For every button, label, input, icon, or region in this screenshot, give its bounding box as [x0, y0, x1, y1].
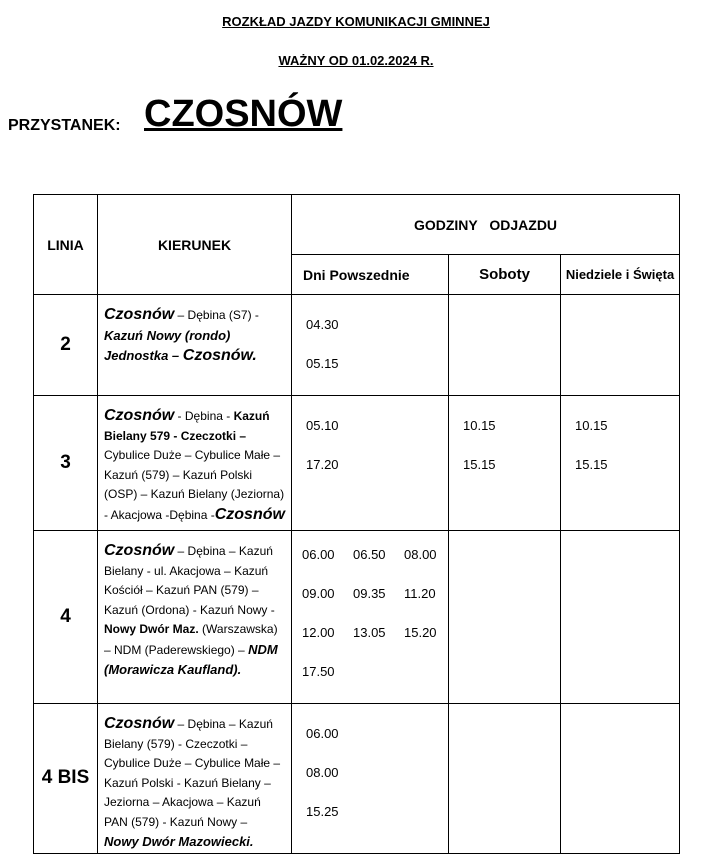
- direction-segment: Nowy Dwór Maz.: [104, 622, 199, 636]
- direction-segment: Kazuń Bielany 579 - Czeczotki –: [104, 409, 270, 443]
- departure-time: 12.00: [302, 625, 335, 640]
- direction-segment: Czosnów: [104, 715, 175, 732]
- saturday-times: [449, 531, 561, 704]
- saturday-times: [449, 295, 561, 396]
- direction-segment: Czosnów.: [182, 347, 257, 364]
- departure-time: 06.50: [353, 547, 386, 562]
- header-weekdays: Dni Powszednie: [292, 255, 449, 295]
- header-line: LINIA: [34, 195, 98, 295]
- weekday-times: [292, 531, 449, 704]
- departure-time: 05.10: [306, 418, 339, 433]
- saturday-times: [449, 704, 561, 854]
- direction-segment: Cybulice Duże – Cybulice Małe – Kazuń (579) – Kazuń Polski (OSP) – Kazuń Bielany (Jeziorna) - Akacjowa -Dębina -: [104, 448, 285, 522]
- departure-time: 17.50: [302, 664, 335, 679]
- direction-segment: Czosnów: [104, 542, 175, 559]
- saturday-times: [449, 396, 561, 531]
- direction-cell: [98, 396, 292, 531]
- timetable: [33, 194, 680, 854]
- stop-name: CZOSNÓW: [144, 93, 343, 135]
- direction-segment: Czosnów: [104, 407, 175, 424]
- sunday-times: [561, 396, 680, 531]
- direction-segment: – Dębina (S7) -: [174, 308, 259, 322]
- departure-time: 15.20: [404, 625, 437, 640]
- weekday-times: [292, 295, 449, 396]
- direction-segment: (Warszawska) – NDM (Paderewskiego) –: [104, 622, 278, 657]
- weekday-times: [292, 396, 449, 531]
- valid-from-date: WAŻNY OD 01.02.2024 R.: [278, 53, 434, 68]
- departure-time: 10.15: [463, 418, 496, 433]
- line-number: 2: [34, 295, 98, 396]
- sunday-times: [561, 295, 680, 396]
- line-number: 4: [34, 531, 98, 704]
- departure-time: 17.20: [306, 457, 339, 472]
- direction-segment: Czosnów: [104, 306, 175, 323]
- departure-time: 08.00: [404, 547, 437, 562]
- departure-time: 11.20: [404, 586, 436, 601]
- departure-time: 15.15: [463, 457, 496, 472]
- departure-time: 05.15: [306, 356, 339, 371]
- header-saturdays: Soboty: [449, 255, 561, 295]
- direction-segment: – Dębina – Kazuń Bielany - ul. Akacjowa – Kazuń Kościół – Kazuń PAN (579) – Kazuń (Ordona) - Kazuń Nowy -: [104, 544, 275, 617]
- departure-time: 13.05: [353, 625, 386, 640]
- stop-label: PRZYSTANEK:: [8, 117, 121, 134]
- sunday-times: [561, 531, 680, 704]
- header-direction: KIERUNEK: [98, 195, 292, 295]
- table-row: [34, 531, 680, 704]
- departure-time: 15.25: [306, 804, 339, 819]
- departure-time: 04.30: [306, 317, 339, 332]
- departure-time: 10.15: [575, 418, 608, 433]
- direction-segment: - Dębina -: [174, 409, 234, 423]
- departure-time: 08.00: [306, 765, 339, 780]
- direction-segment: – Dębina – Kazuń Bielany (579) - Czeczotki – Cybulice Duże – Cybulice Małe – Kazuń Polski - Kazuń Bielany – Jeziorna – Akacjowa – Kazuń PAN (579) - Kazuń Nowy –: [104, 717, 281, 829]
- direction-cell: [98, 295, 292, 396]
- table-row: [34, 396, 680, 531]
- direction-cell: [98, 531, 292, 704]
- departure-time: 09.00: [302, 586, 335, 601]
- direction-segment: Kazuń Nowy (rondo) Jednostka –: [104, 327, 231, 363]
- sunday-times: [561, 704, 680, 854]
- header-departures: GODZINY ODJAZDU: [292, 195, 680, 255]
- departure-time: 09.35: [353, 586, 386, 601]
- header-sundays: Niedziele i Święta: [561, 255, 680, 295]
- line-number: 4 BIS: [34, 704, 98, 854]
- line-number: 3: [34, 396, 98, 531]
- direction-segment: Nowy Dwór Mazowiecki.: [104, 834, 254, 849]
- direction-segment: Czosnów: [214, 505, 285, 523]
- departure-time: 06.00: [302, 547, 335, 562]
- weekday-times: [292, 704, 449, 854]
- departure-time: 15.15: [575, 457, 608, 472]
- direction-segment: NDM (Morawicza Kaufland).: [104, 641, 278, 677]
- timetable-title: ROZKŁAD JAZDY KOMUNIKACJI GMINNEJ: [222, 14, 490, 29]
- table-row: [34, 704, 680, 854]
- departure-time: 06.00: [306, 726, 339, 741]
- direction-cell: [98, 704, 292, 854]
- table-row: [34, 295, 680, 396]
